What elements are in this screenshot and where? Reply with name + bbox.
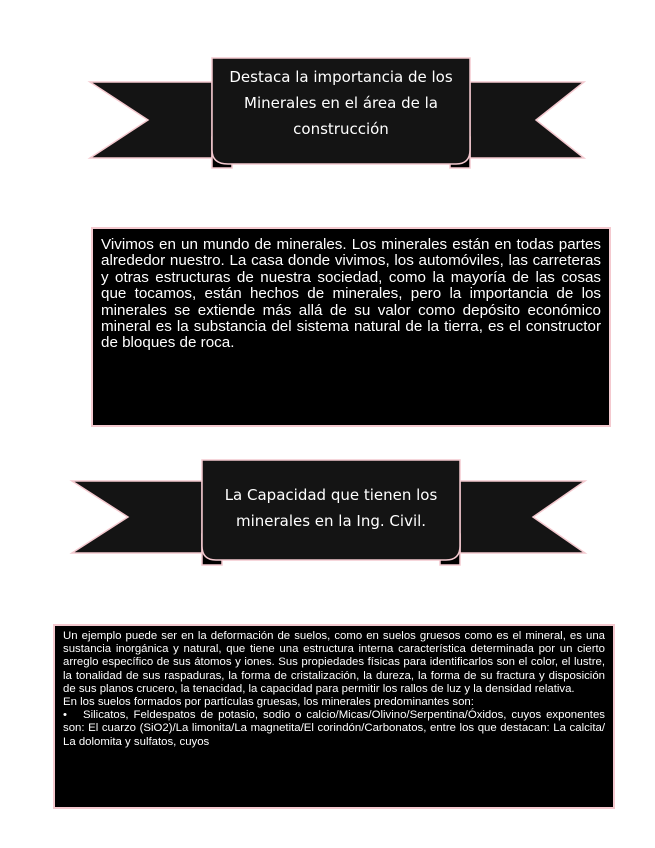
minerals-bullet-item [63, 709, 605, 749]
banner-1-line-1: Destaca la importancia de los [229, 68, 453, 86]
capacity-text-box [53, 624, 615, 809]
banner-2-line-1: La Capacidad que tienen los [224, 486, 438, 504]
minerals-bullet-text: Silicatos, Feldespatos de potasio, sodio o calcio/Micas/Olivino/Serpentina/Óxidos, cuyos exponentes son: El cuarzo (SiO2)/La limonita/La magnetita/El corindón/Carbonatos, entre los que destacan: La calcita/ La dolomita y sulfatos, cuyos [63, 709, 605, 748]
banner-2-line-2: minerales en la Ing. Civil. [235, 512, 427, 530]
capacity-paragraph-1: Un ejemplo puede ser en la deformación de suelos, como en suelos gruesos como es el mineral, es una sustancia inorgánica y natural, que tiene una estructura interna característica determinada por un cierto arreglo específico de sus átomos y iones. Sus propiedades físicas para identificarlos son el color, el lustre, la tonalidad de sus raspaduras, la forma de cristalización, la dureza, la forma de su fractura y disposición de sus planos crucero, la tenacidad, la capacidad para permitir los rallos de luz y la densidad relativa. [63, 630, 605, 695]
banner-1-line-2: Minerales en el área de la [244, 94, 438, 112]
bullet-marker: • [63, 709, 67, 722]
capacity-paragraph-2: En los suelos formados por partículas gruesas, los minerales predominantes son: [63, 696, 474, 709]
intro-paragraph: Vivimos en un mundo de minerales. Los minerales están en todas partes alrededor nuestro. La casa donde vivimos, los automóviles, las carreteras y otras estructuras de nuestra sociedad, como la mayoría de las cosas que tocamos, están hechos de minerales, pero la importancia de los minerales se extiende más allá de su valor como depósito económico mineral es la substancia del sistema natural de la tierra, es el constructor de bloques de roca. [101, 236, 601, 352]
banner-1-line-3: construcción [293, 120, 389, 138]
